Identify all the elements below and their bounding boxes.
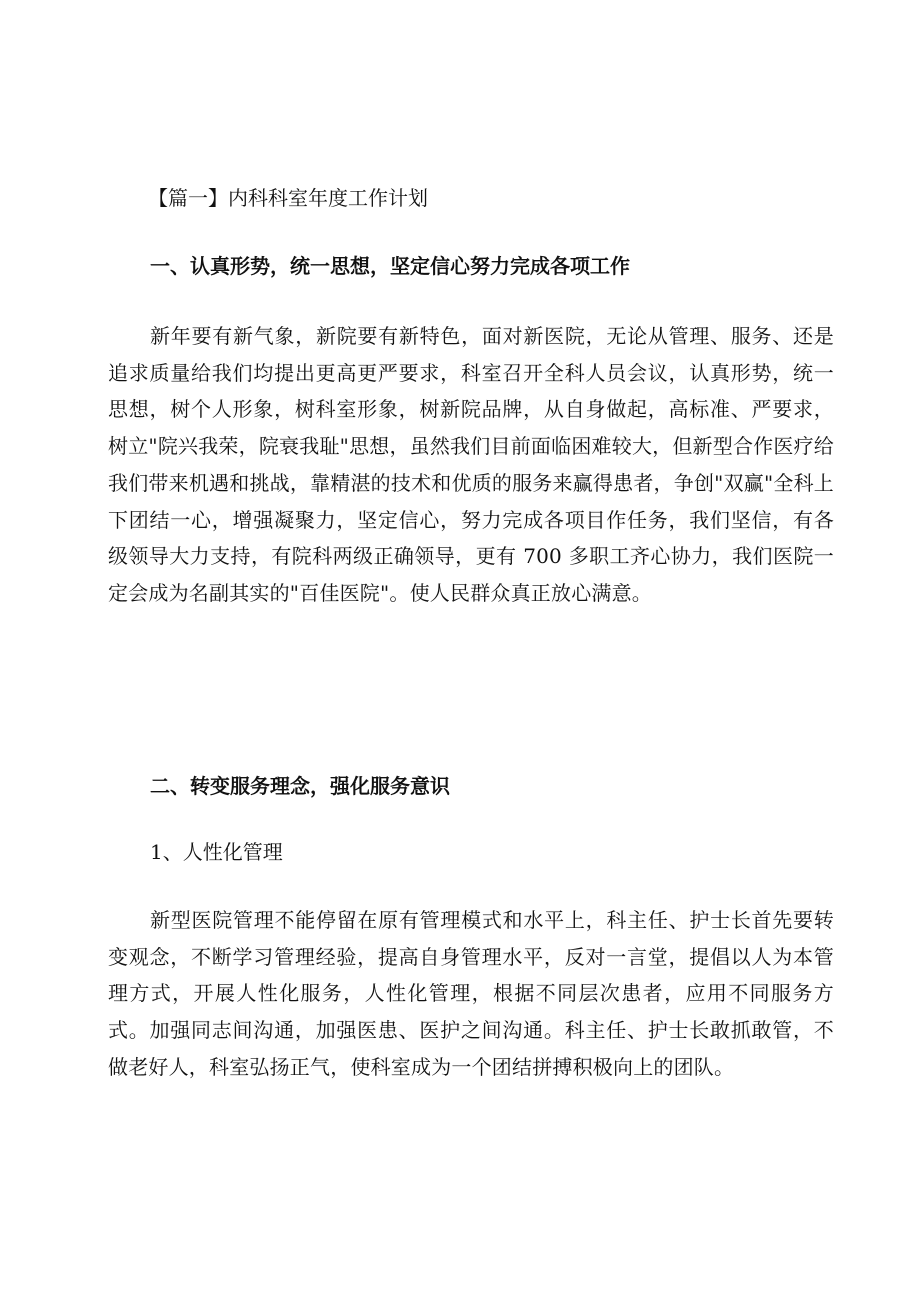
section-2-paragraph: 新型医院管理不能停留在原有管理模式和水平上，科主任、护士长首先要转变观念，不断学习管理经验，提高自身管理水平，反对一言堂，提倡以人为本管理方式，开展人性化服务，人性化管理，根据不同层次患者，应用不同服务方式。加强同志间沟通，加强医患、医护之间沟通。科主任、护士长敢抓敢管，不做老好人，科室弘扬正气，使科室成为一个团结拼搏积极向上的团队。 bbox=[108, 908, 834, 1079]
section-1-heading: 一、认真形势，统一思想，坚定信心努力完成各项工作 bbox=[150, 254, 630, 278]
section-2-subheading: 1、人性化管理 bbox=[150, 840, 283, 864]
section-2-heading: 二、转变服务理念，强化服务意识 bbox=[150, 774, 450, 798]
document-title: 【篇一】内科科室年度工作计划 bbox=[148, 186, 428, 210]
section-1-paragraph: 新年要有新气象，新院要有新特色，面对新医院，无论从管理、服务、还是追求质量给我们均提出更高更严要求，科室召开全科人员会议，认真形势，统一思想，树个人形象，树科室形象，树新院品牌，从自身做起，高标准、严要求，树立"院兴我荣，院衰我耻"思想，虽然我们目前面临困难较大，但新型合作医疗给我们带来机遇和挑战，靠精湛的技术和优质的服务来赢得患者，争创"双赢"全科上下团结一心，增强凝聚力，坚定信心，努力完成各项目作任务，我们坚信，有各级领导大力支持，有院科两级正确领导，更有 700 多职工齐心协力，我们医院一定会成为名副其实的"百佳医院"。使人民群众真正放心满意。 bbox=[108, 324, 834, 605]
